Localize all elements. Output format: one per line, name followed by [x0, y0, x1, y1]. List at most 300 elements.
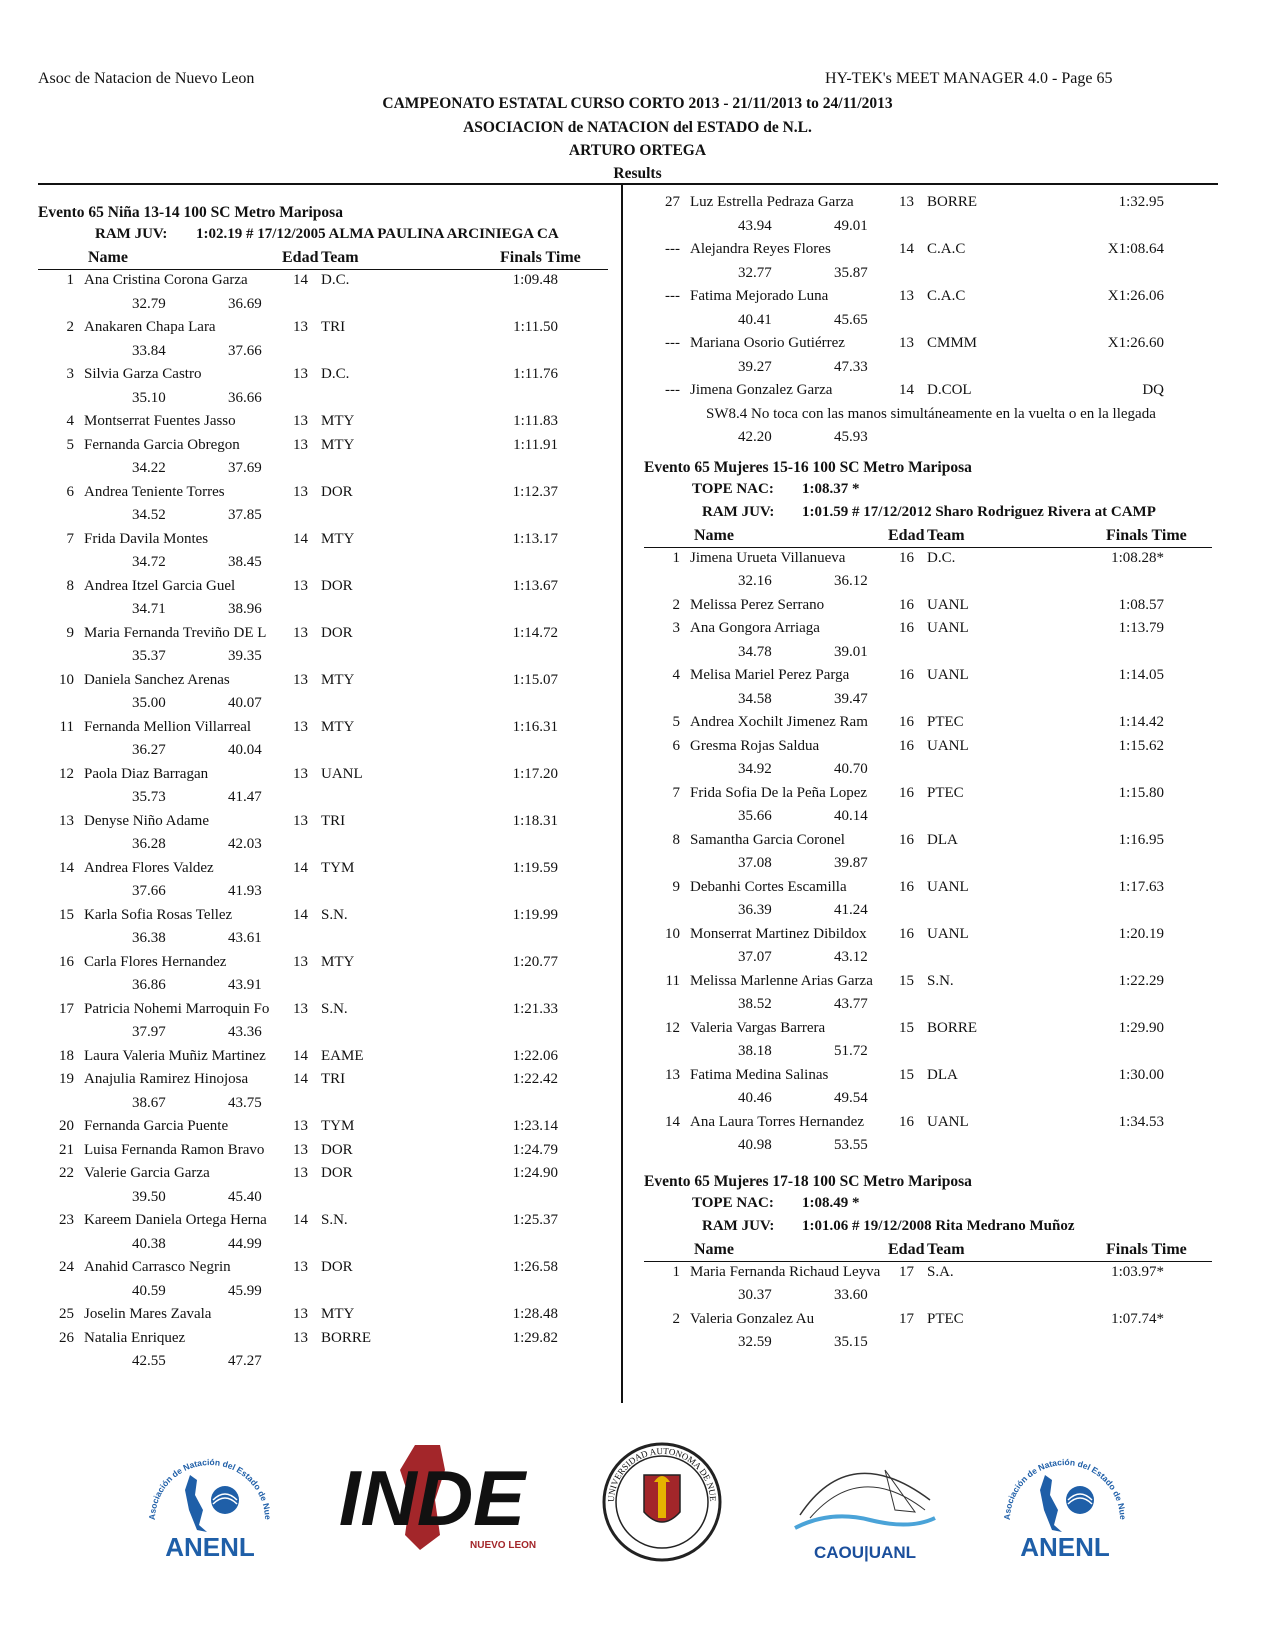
record-value: 1:01.59 # 17/12/2012 Sharo Rodriguez Rivera at CAMP	[802, 503, 1156, 520]
swimmer-name: Anahid Carrasco Negrin	[84, 1259, 231, 1275]
swimmer-name: Melissa Marlenne Arias Garza	[690, 972, 873, 989]
team: MTY	[321, 413, 355, 429]
age: 13	[293, 436, 308, 453]
split-2: 39.35	[228, 648, 262, 664]
column-header	[644, 527, 1212, 548]
finals-time: 1:26.58	[512, 1259, 558, 1275]
split-2: 40.04	[228, 742, 262, 758]
age: 13	[293, 671, 308, 688]
place: 1	[672, 1263, 680, 1280]
results-list	[644, 1262, 1224, 1356]
place: 7	[672, 784, 680, 801]
col-age: Edad	[888, 1240, 925, 1258]
split-1: 34.71	[132, 601, 166, 617]
dq-note	[644, 404, 1224, 428]
split-1: 39.50	[132, 1188, 166, 1205]
finals-time: 1:22.42	[512, 1071, 558, 1087]
result-row	[644, 924, 1224, 948]
split-1: 40.98	[738, 1137, 772, 1153]
record-line	[38, 226, 608, 249]
split-2: 49.01	[834, 217, 868, 234]
finals-time: 1:08.28*	[1111, 549, 1164, 566]
split-2: 40.07	[228, 695, 262, 711]
team: PTEC	[927, 714, 964, 730]
result-row	[38, 1210, 608, 1234]
split-row	[644, 310, 1224, 334]
header-org: Asoc de Natacion de Nuevo Leon	[38, 70, 255, 87]
result-row	[644, 783, 1224, 807]
age: 13	[293, 1306, 308, 1322]
col-team: Team	[927, 1240, 965, 1258]
finals-time: 1:28.48	[512, 1306, 558, 1322]
split-1: 36.27	[132, 742, 166, 758]
finals-time: 1:14.72	[512, 624, 558, 641]
anenl-logo	[135, 1440, 285, 1565]
result-row	[38, 717, 608, 741]
split-2: 43.75	[228, 1094, 262, 1111]
split-2: 45.65	[834, 311, 868, 328]
split-2: 53.55	[834, 1137, 868, 1153]
finals-time: 1:12.37	[512, 483, 558, 500]
place: 15	[59, 906, 74, 923]
anenl-arc-text: Asociación de Natación del Estado de Nue	[1001, 1456, 1129, 1521]
result-row	[38, 764, 608, 788]
team: UANL	[927, 925, 969, 942]
split-2: 37.69	[228, 460, 262, 476]
split-1: 40.46	[738, 1090, 772, 1106]
split-row	[38, 1281, 608, 1305]
team: DLA	[927, 831, 958, 848]
swimmer-name: Joselin Mares Zavala	[84, 1306, 212, 1322]
split-2: 39.87	[834, 855, 868, 871]
split-row	[38, 1022, 608, 1046]
team: DOR	[321, 483, 353, 500]
place: 14	[665, 1113, 680, 1130]
split-row	[38, 1234, 608, 1258]
finals-time: 1:13.79	[1118, 620, 1164, 636]
split-1: 37.07	[738, 949, 772, 965]
sponsor-logos	[0, 1440, 1275, 1570]
age: 17	[899, 1263, 914, 1280]
place: 11	[665, 972, 680, 989]
finals-time: 1:14.05	[1118, 667, 1164, 683]
result-row	[644, 971, 1224, 995]
column-divider	[621, 183, 623, 1403]
tope-value: 1:08.49 *	[802, 1194, 860, 1211]
split-row	[644, 1041, 1224, 1065]
split-1: 40.59	[132, 1282, 166, 1299]
swimmer-name: Maria Fernanda Treviño DE L	[84, 624, 267, 641]
place: 6	[66, 483, 74, 500]
team: CMMM	[927, 335, 978, 351]
age: 15	[899, 1066, 914, 1083]
finals-time: 1:32.95	[1118, 194, 1164, 210]
split-1: 38.67	[132, 1094, 166, 1111]
split-2: 49.54	[834, 1090, 868, 1106]
team: TYM	[321, 1118, 355, 1134]
finals-time: 1:18.31	[512, 812, 558, 829]
team: TRI	[321, 319, 346, 335]
swimmer-name: Monserrat Martinez Dibildox	[690, 925, 867, 942]
team: MTY	[321, 1306, 355, 1322]
team: PTEC	[927, 784, 964, 801]
finals-time: 1:09.48	[512, 272, 558, 288]
result-row	[38, 270, 608, 294]
col-age: Edad	[888, 526, 925, 544]
place: 8	[672, 831, 680, 848]
finals-time: 1:11.50	[513, 319, 558, 335]
split-1: 35.73	[132, 789, 166, 805]
anenl-label: ANENL	[165, 1532, 255, 1562]
swimmer-name: Fernanda Garcia Obregon	[84, 436, 240, 453]
result-row	[38, 858, 608, 882]
record-label: RAM JUV:	[702, 503, 775, 520]
team: D.C.	[321, 366, 350, 382]
split-1: 36.38	[132, 930, 166, 946]
place: 18	[59, 1047, 74, 1064]
swimmer-name: Luz Estrella Pedraza Garza	[690, 194, 854, 210]
age: 13	[293, 483, 308, 500]
anenl-label: ANENL	[1020, 1532, 1110, 1562]
tope-line	[644, 1195, 1224, 1218]
age: 13	[293, 812, 308, 829]
result-row	[38, 1304, 608, 1328]
split-1: 35.00	[132, 695, 166, 711]
finals-time: 1:29.90	[1118, 1019, 1164, 1036]
age: 15	[899, 1019, 914, 1036]
swimmer-name: Anajulia Ramirez Hinojosa	[84, 1071, 249, 1087]
finals-time: 1:21.33	[512, 1000, 558, 1017]
split-row	[644, 689, 1224, 713]
split-row	[38, 646, 608, 670]
split-1: 40.41	[738, 311, 772, 328]
split-row	[644, 1332, 1224, 1356]
place: 2	[66, 319, 74, 335]
place: 2	[672, 596, 680, 613]
place: 2	[672, 1310, 680, 1327]
swimmer-name: Andrea Flores Valdez	[84, 859, 214, 876]
team: BORRE	[321, 1329, 372, 1346]
finals-time: 1:19.99	[512, 906, 558, 923]
split-2: 45.99	[228, 1282, 262, 1299]
swimmer-name: Fatima Mejorado Luna	[690, 288, 829, 304]
team: D.C.	[927, 549, 956, 566]
place: 21	[59, 1141, 74, 1158]
place: 5	[66, 436, 74, 453]
result-row	[644, 712, 1224, 736]
team: D.COL	[927, 382, 972, 398]
age: 13	[293, 953, 308, 970]
split-row	[38, 975, 608, 999]
finals-time: 1:03.97*	[1111, 1263, 1164, 1280]
split-row	[644, 357, 1224, 381]
finals-time: 1:23.14	[512, 1118, 558, 1134]
uanl-seal	[600, 1440, 725, 1565]
result-row	[38, 1328, 608, 1352]
split-row	[644, 853, 1224, 877]
tope-value: 1:08.37 *	[802, 480, 860, 497]
split-2: 37.66	[228, 342, 262, 359]
result-row	[38, 364, 608, 388]
result-row	[644, 239, 1224, 263]
swimmer-name: Fernanda Garcia Puente	[84, 1118, 229, 1134]
split-2: 44.99	[228, 1235, 262, 1252]
age: 14	[293, 1047, 308, 1064]
place: 8	[66, 577, 74, 594]
place: 23	[59, 1212, 74, 1228]
split-row	[38, 341, 608, 365]
finals-time: 1:14.42	[1118, 714, 1164, 730]
split-1: 34.52	[132, 507, 166, 523]
place: 10	[59, 671, 74, 688]
place: 10	[665, 925, 680, 942]
place: ---	[665, 382, 680, 398]
place: 12	[59, 765, 74, 782]
split-row	[38, 881, 608, 905]
result-row	[644, 1112, 1224, 1136]
finals-time: 1:11.83	[513, 413, 558, 429]
result-row	[38, 670, 608, 694]
place: 16	[59, 953, 74, 970]
swimmer-name: Valeria Gonzalez Au	[690, 1310, 815, 1327]
col-name: Name	[88, 249, 128, 266]
inde-emblem	[320, 1440, 545, 1565]
age: 16	[899, 714, 914, 730]
swimmer-name: Carla Flores Hernandez	[84, 953, 227, 970]
col-team: Team	[321, 249, 359, 266]
result-row	[38, 1163, 608, 1187]
col-time: Finals Time	[1106, 526, 1187, 544]
age: 16	[899, 596, 914, 613]
finals-time: 1:17.63	[1118, 878, 1164, 895]
split-2: 43.12	[834, 949, 868, 965]
event-title: Evento 65 Niña 13-14 100 SC Metro Mariposa	[38, 204, 343, 221]
team: MTY	[321, 671, 355, 688]
age: 13	[293, 1118, 308, 1134]
team: UANL	[927, 620, 969, 636]
place: 4	[672, 667, 680, 683]
age: 14	[293, 1071, 308, 1087]
team: D.C.	[321, 272, 350, 288]
split-1: 34.22	[132, 460, 166, 476]
col-name: Name	[694, 1240, 734, 1258]
finals-time: 1:24.90	[512, 1165, 558, 1181]
split-row	[644, 900, 1224, 924]
age: 14	[293, 859, 308, 876]
place: ---	[665, 241, 680, 257]
result-row	[38, 529, 608, 553]
record-line	[644, 1218, 1224, 1241]
split-2: 43.61	[228, 930, 262, 946]
split-1: 35.10	[132, 389, 166, 406]
team: S.A.	[927, 1263, 954, 1280]
place: 20	[59, 1118, 74, 1134]
split-2: 39.01	[834, 643, 868, 660]
finals-time: 1:16.95	[1118, 831, 1164, 848]
age: 14	[899, 241, 914, 257]
age: 13	[899, 335, 914, 351]
split-1: 39.27	[738, 358, 772, 375]
split-row	[38, 552, 608, 576]
team: MTY	[321, 718, 355, 735]
finals-time: 1:22.29	[1118, 972, 1164, 989]
swimmer-name: Natalia Enriquez	[84, 1329, 186, 1346]
tope-line	[644, 481, 1224, 504]
split-2: 35.87	[834, 264, 868, 281]
swimmer-name: Andrea Teniente Torres	[84, 483, 225, 500]
split-1: 36.39	[738, 902, 772, 918]
swimmer-name: Frida Sofia De la Peña Lopez	[690, 784, 868, 801]
place: 27	[665, 194, 680, 210]
swimmer-name: Daniela Sanchez Arenas	[84, 671, 230, 688]
finals-time: 1:30.00	[1118, 1066, 1164, 1083]
split-1: 37.66	[132, 883, 166, 899]
finals-time: 1:15.62	[1118, 737, 1164, 754]
split-1: 32.59	[738, 1334, 772, 1350]
split-row	[38, 388, 608, 412]
team: TYM	[321, 859, 355, 876]
team: DOR	[321, 1165, 353, 1181]
split-1: 42.20	[738, 429, 772, 445]
results-title: Results	[613, 165, 662, 182]
swimmer-name: Patricia Nohemi Marroquin Fo	[84, 1000, 270, 1017]
age: 16	[899, 878, 914, 895]
result-row	[644, 286, 1224, 310]
split-row	[644, 571, 1224, 595]
split-row	[644, 263, 1224, 287]
split-row	[644, 216, 1224, 240]
place: 1	[66, 272, 74, 288]
result-row	[38, 435, 608, 459]
anenl-emblem	[990, 1440, 1140, 1535]
record-value: 1:01.06 # 19/12/2008 Rita Medrano Muñoz	[802, 1217, 1075, 1234]
finals-time: 1:24.79	[512, 1141, 558, 1158]
age: 13	[293, 1000, 308, 1017]
team: DLA	[927, 1066, 958, 1083]
split-row	[38, 740, 608, 764]
team: S.N.	[927, 972, 954, 989]
split-1: 34.78	[738, 643, 772, 660]
finals-time: 1:25.37	[512, 1212, 558, 1228]
uanl-seal-emblem	[600, 1440, 725, 1565]
swimmer-name: Fernanda Mellion Villarreal	[84, 718, 252, 735]
age: 13	[899, 194, 914, 210]
caou-text: CAOU|UANL	[813, 1543, 917, 1562]
finals-time: 1:15.07	[512, 671, 558, 688]
split-1: 43.94	[738, 217, 772, 234]
split-1: 36.28	[132, 836, 166, 852]
swimmer-name: Andrea Xochilt Jimenez Ram	[690, 714, 868, 730]
split-row	[38, 1187, 608, 1211]
result-row	[38, 1046, 608, 1070]
split-1: 34.72	[132, 554, 166, 570]
swimmer-name: Kareem Daniela Ortega Herna	[84, 1212, 267, 1228]
results-list-continued	[644, 192, 1224, 451]
uanl-arc-text: UNIVERSIDAD AUTONOMA DE NUE	[605, 1445, 719, 1503]
result-row	[644, 1309, 1224, 1333]
place: 7	[66, 530, 74, 547]
anenl-arc-text: Asociación de Natación del Estado de Nue	[146, 1456, 274, 1521]
caou-emblem	[790, 1440, 940, 1565]
finals-time: 1:16.31	[512, 718, 558, 735]
split-2: 47.27	[228, 1353, 262, 1369]
event-title: Evento 65 Mujeres 15-16 100 SC Metro Mariposa	[644, 458, 972, 476]
split-2: 45.93	[834, 429, 868, 445]
split-1: 34.58	[738, 690, 772, 707]
split-row	[38, 294, 608, 318]
inde-subtext: NUEVO LEON	[470, 1540, 537, 1551]
result-row	[38, 905, 608, 929]
swimmer-name: Mariana Osorio Gutiérrez	[690, 335, 845, 351]
tope-label: TOPE NAC:	[692, 480, 774, 497]
finals-time: 1:20.77	[512, 953, 558, 970]
result-row	[38, 999, 608, 1023]
meet-title: CAMPEONATO ESTATAL CURSO CORTO 2013 - 21/11/2013 to 24/11/2013	[382, 95, 893, 112]
team: DOR	[321, 1141, 353, 1158]
finals-time: 1:13.67	[512, 577, 558, 594]
split-1: 32.79	[132, 295, 166, 312]
finals-time: 1:13.17	[512, 530, 558, 547]
split-row	[38, 1093, 608, 1117]
team: MTY	[321, 953, 355, 970]
result-row	[38, 1116, 608, 1140]
age: 16	[899, 784, 914, 801]
result-row	[644, 333, 1224, 357]
place: 6	[672, 737, 680, 754]
col-team: Team	[927, 526, 965, 544]
result-row	[644, 877, 1224, 901]
swimmer-name: Gresma Rojas Saldua	[690, 737, 820, 754]
swimmer-name: Maria Fernanda Richaud Leyva	[690, 1263, 881, 1280]
age: 16	[899, 925, 914, 942]
finals-time: 1:22.06	[512, 1047, 558, 1064]
swimmer-name: Melisa Mariel Perez Parga	[690, 667, 850, 683]
split-2: 38.96	[228, 601, 262, 617]
team: MTY	[321, 530, 355, 547]
split-2: 41.93	[228, 883, 262, 899]
finals-time: X1:08.64	[1107, 241, 1164, 257]
team: TRI	[321, 1071, 346, 1087]
split-1: 34.92	[738, 761, 772, 777]
result-row	[644, 192, 1224, 216]
record-label: RAM JUV:	[95, 226, 168, 242]
col-time: Finals Time	[500, 249, 581, 266]
split-row	[38, 1351, 608, 1375]
swimmer-name: Samantha Garcia Coronel	[690, 831, 845, 848]
anenl-logo-right	[990, 1440, 1140, 1565]
result-row	[38, 952, 608, 976]
team: UANL	[927, 596, 969, 613]
age: 13	[293, 765, 308, 782]
team: UANL	[927, 667, 969, 683]
swimmer-name: Alejandra Reyes Flores	[690, 241, 831, 257]
finals-time: 1:11.76	[513, 366, 558, 382]
split-2: 47.33	[834, 358, 868, 375]
left-column	[38, 204, 608, 1375]
header-page: HY-TEK's MEET MANAGER 4.0 - Page 65	[825, 70, 1113, 87]
team: UANL	[927, 1113, 969, 1130]
finals-time: 1:17.20	[512, 765, 558, 782]
split-2: 40.70	[834, 761, 868, 777]
place: 4	[66, 413, 74, 429]
result-row	[38, 1069, 608, 1093]
result-row	[644, 548, 1224, 572]
finals-time: X1:26.06	[1107, 288, 1164, 304]
team: DOR	[321, 577, 353, 594]
inde-text: INDE	[338, 1454, 526, 1542]
split-2: 51.72	[834, 1043, 868, 1059]
split-row	[38, 928, 608, 952]
